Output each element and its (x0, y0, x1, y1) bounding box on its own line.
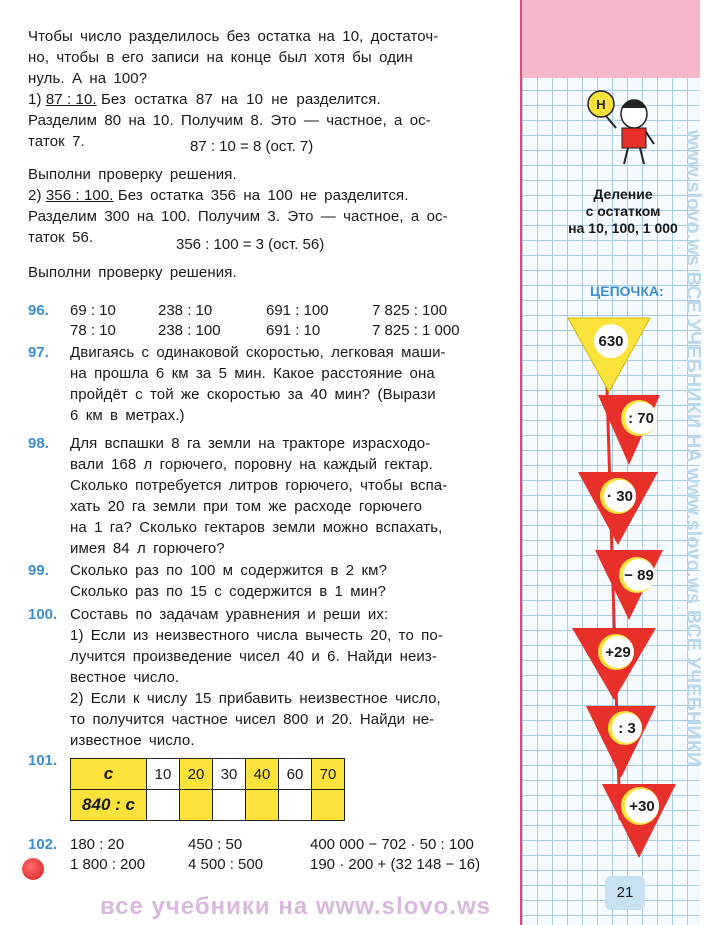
task101-number: 101. (28, 752, 58, 769)
example2-rest: Без остатка 356 на 100 не разделится. (117, 187, 409, 204)
task97-line: пройдёт с той же скоростью за 40 мин? (Вырази (70, 386, 436, 403)
task100-line: известное число. (70, 732, 195, 749)
task99-number: 99. (28, 562, 49, 579)
chain-step-6 (586, 706, 656, 778)
task99-line: Сколько раз по 15 с содержится в 1 мин? (70, 583, 386, 600)
chain-step-1 (568, 318, 650, 392)
task98-line: Сколько потребуется литров горючего, чтобы вспа- (70, 477, 448, 494)
task96-expr: 7 825 : 100 (372, 302, 448, 319)
sidebar-title (548, 186, 698, 237)
task100-line: 2) Если к числу 15 прибавить неизвестное число, (70, 690, 441, 707)
chain-op: − 89 (624, 567, 654, 584)
example2-line3: таток 56. (28, 229, 94, 246)
chain-step-4 (595, 550, 663, 620)
task97-number: 97. (28, 344, 49, 361)
table-cell: 60 (279, 759, 312, 790)
intro-line: но, чтобы в его записи на конце был хотя бы один (28, 49, 413, 66)
task101-table (70, 758, 345, 821)
table-cell-empty (180, 790, 213, 821)
table-cell-empty (213, 790, 246, 821)
chain-op: +30 (629, 798, 655, 815)
task102-expr: 190 · 200 + (32 148 − 16) (310, 856, 481, 873)
table-cell-empty (246, 790, 279, 821)
example1-expr: 87 : 10. (45, 91, 97, 108)
task98-number: 98. (28, 435, 49, 452)
task98-line: имея 84 л горючего? (70, 540, 225, 557)
page-number: 21 (605, 876, 645, 910)
table-cell: 70 (312, 759, 345, 790)
red-dot-icon (22, 858, 44, 880)
task96-expr: 238 : 100 (158, 322, 221, 339)
chain-step-3 (578, 472, 658, 545)
chain-step-5 (572, 628, 656, 700)
task96-expr: 7 825 : 1 000 (372, 322, 460, 339)
task102-expr: 1 800 : 200 (70, 856, 146, 873)
example2-expr: 356 : 100. (45, 187, 114, 204)
task97-line: 6 км в метрах.) (70, 407, 185, 424)
table-cell: 20 (180, 759, 213, 790)
example1-line1 (28, 91, 381, 108)
example1-line3: таток 7. (28, 133, 85, 150)
example1-rest: Без остатка 87 на 10 не разделится. (100, 91, 381, 108)
footer-watermark: все учебники на www.slovo.ws (100, 893, 491, 920)
table-cell-empty (147, 790, 180, 821)
task96-expr: 238 : 10 (158, 302, 213, 319)
task100-line: Составь по задачам уравнения и реши их: (70, 606, 389, 623)
task100-line: вестное число. (70, 669, 180, 686)
task102-expr: 450 : 50 (188, 836, 243, 853)
table-header-c: c (71, 759, 147, 790)
table-header-840c: 840 : c (71, 790, 147, 821)
example2-check: Выполни проверку решения. (28, 264, 237, 281)
table-cell: 30 (213, 759, 246, 790)
chain-op: +29 (605, 644, 631, 661)
chain-op: : 70 (628, 410, 654, 427)
example1-line2: Разделим 80 на 10. Получим 8. Это — частное, а ос- (28, 112, 431, 129)
task99-line: Сколько раз по 100 м содержится в 2 км? (70, 562, 388, 579)
table-cell: 10 (147, 759, 180, 790)
table-cell: 40 (246, 759, 279, 790)
task97-line: Двигаясь с одинаковой скоростью, легковая маши- (70, 344, 446, 361)
chain-label: ЦЕПОЧКА: (590, 283, 664, 299)
sidebar-illustration (520, 0, 700, 925)
sidebar-title-line: с остатком (585, 203, 661, 219)
example2-line1 (28, 187, 409, 204)
intro-line: нуль. А на 100? (28, 70, 148, 87)
task98-line: на 1 га? Сколько гектаров земли можно вспахать, (70, 519, 443, 536)
example2-prefix: 2) (28, 187, 42, 204)
task96-number: 96. (28, 302, 49, 319)
task97-line: на прошла 6 км за 5 мин. Какое расстояние она (70, 365, 435, 382)
task100-line: то получится частное чисел 800 и 20. Найди не- (70, 711, 435, 728)
side-watermark: www.slovo.ws ВСЕ УЧЕБНИКИ НА www.slovo.ws ВСЕ УЧЕБНИКИ (682, 130, 704, 767)
task102-expr: 180 : 20 (70, 836, 125, 853)
sidebar-title-line: на 10, 100, 1 000 (568, 220, 678, 236)
mascot-letter: Н (596, 97, 606, 112)
task98-line: вали 168 л горючего, поровну на каждый гектар. (70, 456, 433, 473)
chain-value: 630 (598, 333, 624, 350)
sidebar-title-line: Деление (593, 186, 653, 202)
task96-expr: 691 : 10 (266, 322, 321, 339)
task102-expr: 4 500 : 500 (188, 856, 264, 873)
chain-op: : 3 (618, 720, 636, 737)
task98-line: хать 20 га земли при том же расходе горючего (70, 498, 423, 515)
example2-line2: Разделим 300 на 100. Получим 3. Это — частное, а ос- (28, 208, 448, 225)
table-cell-empty (312, 790, 345, 821)
task96-expr: 78 : 10 (70, 322, 116, 339)
task96-expr: 69 : 10 (70, 302, 116, 319)
task100-line: лучится произведение чисел 40 и 6. Найди неиз- (70, 648, 437, 665)
intro-line: Чтобы число разделилось без остатка на 10, достаточ- (28, 28, 439, 45)
task98-line: Для вспашки 8 га земли на тракторе израсходо- (70, 435, 431, 452)
task102-expr: 400 000 − 702 · 50 : 100 (310, 836, 474, 853)
example1-result: 87 : 10 = 8 (ост. 7) (190, 138, 314, 155)
example1-prefix: 1) (28, 91, 42, 108)
table-cell-empty (279, 790, 312, 821)
task102-number: 102. (28, 836, 58, 853)
example1-check: Выполни проверку решения. (28, 166, 237, 183)
task96-expr: 691 : 100 (266, 302, 329, 319)
task100-number: 100. (28, 606, 58, 623)
chain-step-7 (602, 784, 676, 858)
task100-line: 1) Если из неизвестного числа вычесть 20, то по- (70, 627, 443, 644)
example2-result: 356 : 100 = 3 (ост. 56) (176, 236, 325, 253)
chain-op: · 30 (607, 488, 633, 505)
